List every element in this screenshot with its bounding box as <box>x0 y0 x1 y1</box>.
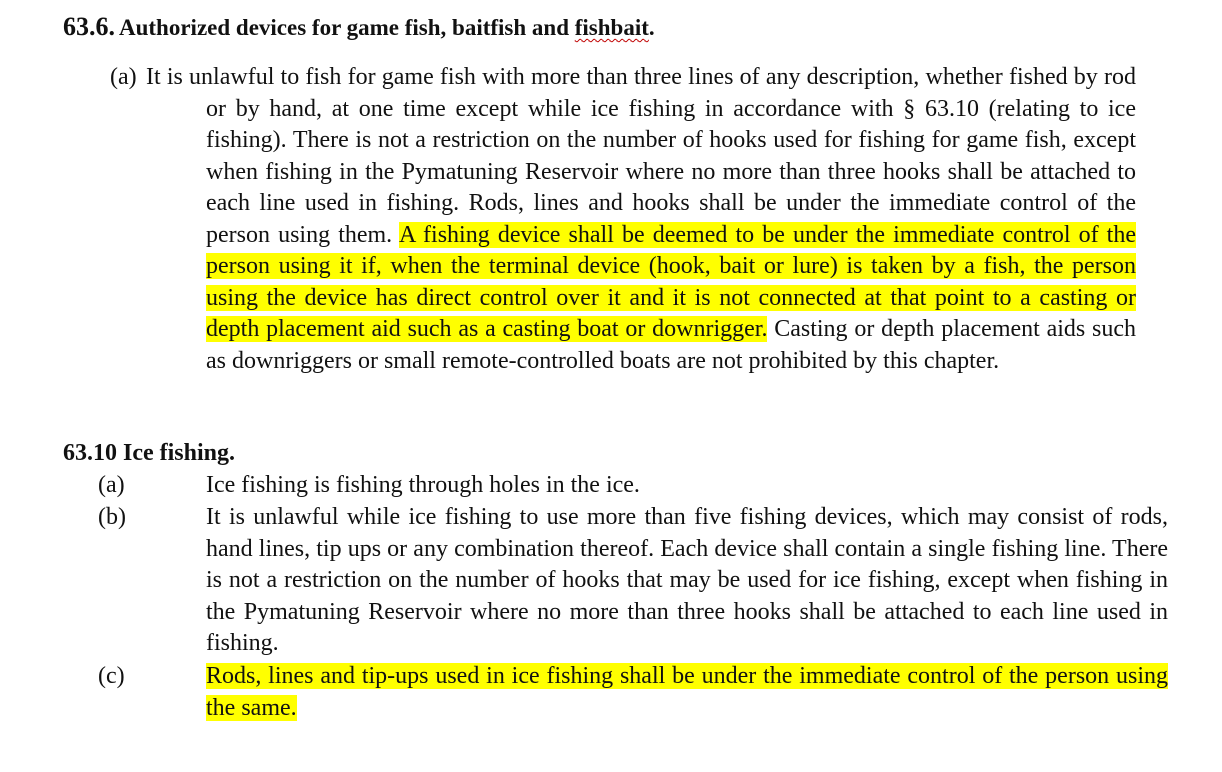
section-title <box>119 15 655 40</box>
paragraph-a-label: (a) <box>110 64 137 90</box>
highlighted-text: Rods, lines and tip-ups used in ice fishing shall be under the immediate control of the person using the same. <box>206 663 1168 721</box>
section-title-period: . <box>648 15 655 40</box>
paragraph-a-text-part-2: Casting or depth placement aids such as downriggers or small remote-controlled boats are not prohibited by this chapter. <box>206 316 1136 374</box>
highlighted-text: A fishing device shall be deemed to be under the immediate control of the person using it if, when the terminal device (hook, bait or lure) is taken by a fish, the person using the device has direct control over it and it is not connected at that point to a casting or depth placement aid such as a casting boat or downrigger. <box>206 221 1137 342</box>
subsection-c-text <box>206 661 1168 724</box>
section-63-6-heading <box>63 12 655 42</box>
section-63-10-heading: 63.10 Ice fishing. <box>63 440 236 466</box>
subsection-a-text: Ice fishing is fishing through holes in the ice. <box>206 472 640 498</box>
subsection-b-text: It is unlawful while ice fishing to use more than five fishing devices, which may consist of rods, hand lines, tip ups or any combination thereof. Each device shall contain a single fishing line. There is not a restriction on the number of hooks that may be used for ice fishing, except when fishing in the Pymatuning Reservoir where no more than three hooks shall be attached to each line used in fishing. <box>206 504 1168 656</box>
paragraph-a-text <box>146 62 1137 377</box>
subsection-b-label: (b) <box>98 504 126 530</box>
subsection-a-label: (a) <box>98 472 125 498</box>
section-title-text: Authorized devices for game fish, baitfish and <box>119 15 575 40</box>
section-number: 63.6. <box>63 12 115 41</box>
paragraph-a <box>110 62 1136 377</box>
spellcheck-flagged-word[interactable]: fishbait <box>574 15 649 40</box>
paragraph-a-text-part-1: It is unlawful to fish for game fish with more than three lines of any description, whether fished by rod or by hand, at one time except while ice fishing in accordance with § 63.10 (relating to ice fishing). There is not a restriction on the number of hooks used for fishing for game fish, except when fishing in the Pymatuning Reservoir where no more than three hooks shall be attached to each line used in fishing. Rods, lines and hooks shall be under the immediate control of the person using them. <box>146 64 1136 248</box>
subsection-c-label: (c) <box>98 663 125 689</box>
